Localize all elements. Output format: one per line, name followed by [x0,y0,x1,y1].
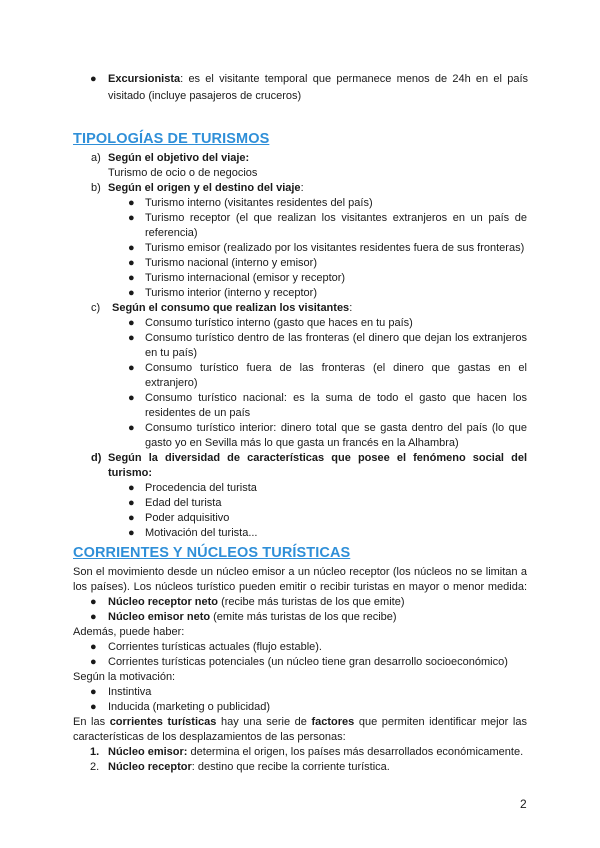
bullet-icon: ● [128,272,135,284]
bullet-icon: ● [128,332,135,344]
bullet-icon: ● [128,527,135,539]
list-item: Turismo interno (visitantes residentes del país) [145,197,373,209]
subheading-b: Según el origen y el destino del viaje: [108,182,304,194]
subheading-d-cont: turismo: [108,467,152,479]
list-item: Consumo turístico interno (gasto que haces en tu país) [145,317,413,329]
paragraph-line: los países). Los núcleos turístico pueden emitir o recibir turistas en mayor o menor medida: [73,581,527,593]
bullet-icon: ● [128,482,135,494]
list-item: Poder adquisitivo [145,512,230,524]
list-item: Núcleo receptor neto (recibe más turistas de los que emite) [108,596,405,608]
bullet-icon: ● [128,422,135,434]
list-item: Turismo emisor (realizado por los visitantes residentes fuera de sus fronteras) [145,242,525,254]
bullet-icon: ● [90,641,97,653]
bullet-icon: ● [128,242,135,254]
bullet-icon: ● [128,317,135,329]
page-number: 2 [520,797,527,811]
list-item: Consumo turístico nacional: es la suma de todo el gasto que hacen los [145,392,527,404]
bullet-icon: ● [90,611,97,623]
list-number: 2. [90,761,100,773]
paragraph-line: características de los desplazamientos de las personas: [73,731,346,743]
bullet-icon: ● [90,656,97,668]
section-title-tipologias: TIPOLOGÍAS DE TURISMOS [73,131,270,147]
list-item-cont: en tu país) [145,347,197,359]
list-item: Turismo receptor (el que realizan los visitantes extranjeros en un país de [145,212,527,224]
paragraph-line: Según la motivación: [73,671,176,683]
subheading-a: Según el objetivo del viaje: [108,152,250,164]
bullet-icon: ● [90,596,97,608]
bullet-icon: ● [128,497,135,509]
subtext-a: Turismo de ocio o de negocios [108,167,258,179]
list-item: Consumo turístico dentro de las fronteras (el dinero que dejan los extranjeros [145,332,527,344]
paragraph-line: Son el movimiento desde un núcleo emisor a un núcleo receptor (los núcleos no se limitan a [73,566,527,578]
list-marker: b) [91,182,101,194]
list-marker: c) [91,302,101,314]
list-item: Núcleo receptor: destino que recibe la corriente turística. [108,761,390,773]
list-item: Turismo nacional (interno y emisor) [145,257,317,269]
list-item: Corrientes turísticas actuales (flujo estable). [108,641,322,653]
list-item-cont: gasto yo en Sevilla más lo que gasta un francés en la Alhambra) [145,437,459,449]
list-item: Consumo turístico interior: dinero total que se gasta dentro del país (lo que [145,422,527,434]
paragraph-line: En las corrientes turísticas hay una serie de factores que permiten identificar mejor las [73,716,527,728]
list-item: Instintiva [108,686,152,698]
list-item: Núcleo emisor: determina el origen, los países más desarrollados económicamente. [108,746,524,758]
list-number: 1. [90,746,100,758]
list-item-cont: residentes de un país [145,407,251,419]
bullet-icon: ● [90,701,97,713]
list-item: Corrientes turísticas potenciales (un núcleo tiene gran desarrollo socioeconómico) [108,656,508,668]
list-item: Motivación del turista... [145,527,258,539]
list-item: Turismo internacional (emisor y receptor) [145,272,346,284]
list-item: Núcleo emisor neto (emite más turistas de los que recibe) [108,611,397,623]
bullet-icon: ● [90,686,97,698]
bullet-icon: ● [128,287,135,299]
list-item: Inducida (marketing o publicidad) [108,701,271,713]
list-item-cont: referencia) [145,227,198,239]
bullet-icon: ● [128,257,135,269]
list-marker: a) [91,152,101,164]
paragraph-line: Además, puede haber: [73,626,185,638]
bullet-icon: ● [128,392,135,404]
list-item: Consumo turístico fuera de las fronteras (el dinero que gastas en el [145,362,527,374]
subheading-c: Según el consumo que realizan los visitantes: [112,302,353,314]
bullet-icon: ● [90,73,97,85]
list-item: Procedencia del turista [145,482,257,494]
section-title-corrientes: CORRIENTES Y NÚCLEOS TURÍSTICAS [73,545,351,561]
intro-line-1: Excursionista: es el visitante temporal que permanece menos de 24h en el país [108,73,528,85]
list-marker: d) [91,452,102,464]
list-item: Turismo interior (interno y receptor) [145,287,317,299]
bullet-icon: ● [128,212,135,224]
list-item: Edad del turista [145,497,222,509]
list-item-cont: extranjero) [145,377,198,389]
intro-line-2: visitado (incluye pasajeros de cruceros) [108,90,302,102]
bullet-icon: ● [128,362,135,374]
subheading-d: Según la diversidad de características que posee el fenómeno social del [108,452,527,464]
bullet-icon: ● [128,512,135,524]
bullet-icon: ● [128,197,135,209]
